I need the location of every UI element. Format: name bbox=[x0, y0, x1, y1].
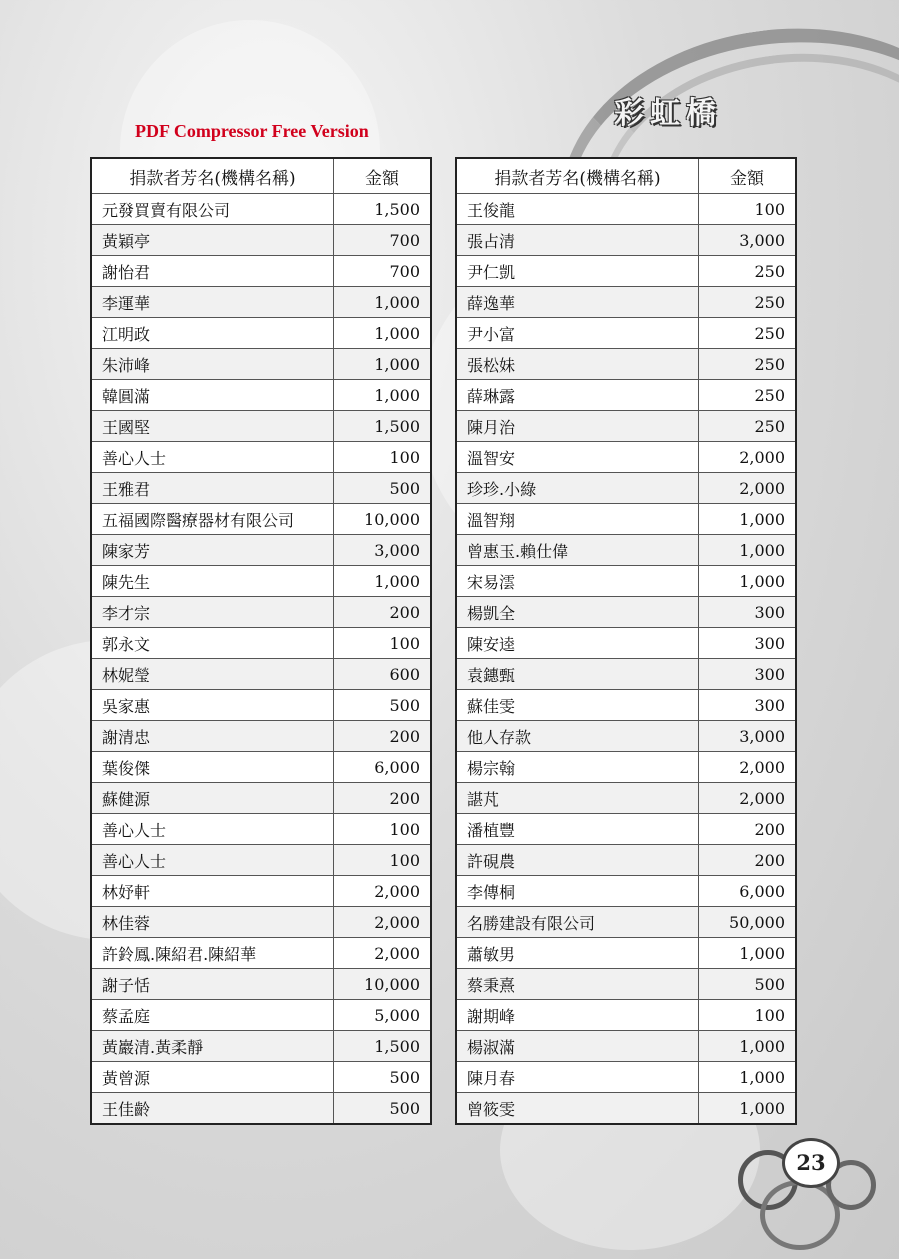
table-row bbox=[91, 690, 431, 721]
table-row bbox=[456, 318, 796, 349]
table-row bbox=[91, 876, 431, 907]
donation-amount-cell: 2,000 bbox=[334, 907, 432, 938]
donation-amount-cell: 1,000 bbox=[699, 535, 797, 566]
donor-table-left-body bbox=[91, 194, 431, 1125]
donor-table-right bbox=[455, 157, 797, 1125]
donor-name-cell: 林妤軒 bbox=[91, 876, 334, 907]
donor-name-cell: 珍珍.小綠 bbox=[456, 473, 699, 504]
donor-name-cell: 元發買賣有限公司 bbox=[91, 194, 334, 225]
table-row bbox=[456, 349, 796, 380]
donor-name-cell: 陳安逵 bbox=[456, 628, 699, 659]
donation-amount-cell: 200 bbox=[699, 845, 797, 876]
column-header-name: 捐款者芳名(機構名稱) bbox=[456, 158, 699, 194]
donor-name-cell: 五福國際醫療器材有限公司 bbox=[91, 504, 334, 535]
table-row bbox=[91, 194, 431, 225]
donation-amount-cell: 2,000 bbox=[699, 783, 797, 814]
donor-name-cell: 他人存款 bbox=[456, 721, 699, 752]
table-row bbox=[456, 783, 796, 814]
donor-name-cell: 李運華 bbox=[91, 287, 334, 318]
table-row bbox=[456, 504, 796, 535]
donation-amount-cell: 250 bbox=[699, 411, 797, 442]
donation-amount-cell: 1,500 bbox=[334, 411, 432, 442]
table-row bbox=[456, 1093, 796, 1125]
table-row bbox=[91, 1062, 431, 1093]
donation-amount-cell: 500 bbox=[699, 969, 797, 1000]
donor-name-cell: 許硯農 bbox=[456, 845, 699, 876]
donor-name-cell: 楊宗翰 bbox=[456, 752, 699, 783]
donation-amount-cell: 300 bbox=[699, 628, 797, 659]
table-row bbox=[456, 225, 796, 256]
donation-amount-cell: 2,000 bbox=[699, 473, 797, 504]
donation-amount-cell: 1,000 bbox=[699, 1093, 797, 1125]
table-row bbox=[91, 504, 431, 535]
table-row bbox=[91, 938, 431, 969]
donation-amount-cell: 200 bbox=[334, 597, 432, 628]
donation-amount-cell: 250 bbox=[699, 380, 797, 411]
column-header-name: 捐款者芳名(機構名稱) bbox=[91, 158, 334, 194]
donation-amount-cell: 1,000 bbox=[334, 380, 432, 411]
donation-amount-cell: 100 bbox=[334, 628, 432, 659]
donation-amount-cell: 1,000 bbox=[334, 566, 432, 597]
table-row bbox=[91, 783, 431, 814]
table-row bbox=[91, 287, 431, 318]
donor-name-cell: 張松妹 bbox=[456, 349, 699, 380]
donor-name-cell: 潘植豐 bbox=[456, 814, 699, 845]
donation-amount-cell: 100 bbox=[699, 1000, 797, 1031]
donor-name-cell: 葉俊傑 bbox=[91, 752, 334, 783]
donation-amount-cell: 50,000 bbox=[699, 907, 797, 938]
donation-amount-cell: 1,000 bbox=[699, 1062, 797, 1093]
donor-name-cell: 韓圓滿 bbox=[91, 380, 334, 411]
donor-name-cell: 袁鏸甄 bbox=[456, 659, 699, 690]
table-header-row bbox=[91, 158, 431, 194]
donor-name-cell: 宋易澐 bbox=[456, 566, 699, 597]
donation-amount-cell: 1,000 bbox=[699, 504, 797, 535]
donation-amount-cell: 2,000 bbox=[699, 442, 797, 473]
donor-name-cell: 陳月春 bbox=[456, 1062, 699, 1093]
table-row bbox=[456, 814, 796, 845]
donation-amount-cell: 500 bbox=[334, 1062, 432, 1093]
donation-amount-cell: 6,000 bbox=[699, 876, 797, 907]
donation-amount-cell: 700 bbox=[334, 225, 432, 256]
donation-amount-cell: 1,500 bbox=[334, 1031, 432, 1062]
donor-name-cell: 楊淑滿 bbox=[456, 1031, 699, 1062]
donor-name-cell: 謝怡君 bbox=[91, 256, 334, 287]
donor-name-cell: 尹仁凱 bbox=[456, 256, 699, 287]
donor-name-cell: 尹小富 bbox=[456, 318, 699, 349]
table-row bbox=[456, 659, 796, 690]
table-row bbox=[91, 535, 431, 566]
page-number: 23 bbox=[782, 1138, 840, 1188]
donor-name-cell: 謝期峰 bbox=[456, 1000, 699, 1031]
donor-name-cell: 吳家惠 bbox=[91, 690, 334, 721]
table-row bbox=[456, 752, 796, 783]
table-row bbox=[456, 535, 796, 566]
table-row bbox=[456, 969, 796, 1000]
donation-amount-cell: 100 bbox=[334, 442, 432, 473]
table-row bbox=[91, 1000, 431, 1031]
table-row bbox=[456, 380, 796, 411]
table-row bbox=[91, 597, 431, 628]
donation-amount-cell: 300 bbox=[699, 597, 797, 628]
donor-name-cell: 朱沛峰 bbox=[91, 349, 334, 380]
table-row bbox=[91, 907, 431, 938]
table-row bbox=[91, 349, 431, 380]
donation-amount-cell: 2,000 bbox=[334, 876, 432, 907]
table-row bbox=[456, 845, 796, 876]
table-row bbox=[456, 690, 796, 721]
donor-name-cell: 曾筱雯 bbox=[456, 1093, 699, 1125]
table-row bbox=[91, 318, 431, 349]
table-row bbox=[91, 442, 431, 473]
table-row bbox=[456, 907, 796, 938]
donation-amount-cell: 1,000 bbox=[699, 1031, 797, 1062]
donation-amount-cell: 250 bbox=[699, 287, 797, 318]
table-row bbox=[456, 287, 796, 318]
donation-amount-cell: 1,500 bbox=[334, 194, 432, 225]
donation-amount-cell: 2,000 bbox=[699, 752, 797, 783]
table-row bbox=[456, 1000, 796, 1031]
watermark-text: PDF Compressor Free Version bbox=[135, 121, 369, 141]
table-row bbox=[91, 659, 431, 690]
table-row bbox=[456, 566, 796, 597]
table-row bbox=[456, 442, 796, 473]
table-row bbox=[456, 194, 796, 225]
donor-name-cell: 林佳蓉 bbox=[91, 907, 334, 938]
table-header-row bbox=[456, 158, 796, 194]
donation-amount-cell: 10,000 bbox=[334, 504, 432, 535]
table-row bbox=[91, 752, 431, 783]
table-row bbox=[91, 411, 431, 442]
donation-amount-cell: 250 bbox=[699, 256, 797, 287]
donor-name-cell: 溫智翔 bbox=[456, 504, 699, 535]
column-header-amount: 金額 bbox=[334, 158, 432, 194]
donor-name-cell: 薛琳露 bbox=[456, 380, 699, 411]
donation-amount-cell: 250 bbox=[699, 349, 797, 380]
table-row bbox=[456, 1031, 796, 1062]
donor-name-cell: 善心人士 bbox=[91, 845, 334, 876]
donor-name-cell: 曾惠玉.賴仕偉 bbox=[456, 535, 699, 566]
table-row bbox=[456, 256, 796, 287]
page-header-title: 彩虹橋 bbox=[614, 96, 722, 131]
donor-name-cell: 郭永文 bbox=[91, 628, 334, 659]
table-row bbox=[91, 473, 431, 504]
donation-amount-cell: 200 bbox=[334, 783, 432, 814]
donor-name-cell: 許鈴鳳.陳紹君.陳紹華 bbox=[91, 938, 334, 969]
donor-name-cell: 張占清 bbox=[456, 225, 699, 256]
table-row bbox=[91, 256, 431, 287]
donation-amount-cell: 500 bbox=[334, 690, 432, 721]
donor-name-cell: 蘇健源 bbox=[91, 783, 334, 814]
donation-amount-cell: 300 bbox=[699, 690, 797, 721]
donation-amount-cell: 3,000 bbox=[699, 721, 797, 752]
donor-name-cell: 李傳桐 bbox=[456, 876, 699, 907]
donation-amount-cell: 300 bbox=[699, 659, 797, 690]
donation-amount-cell: 5,000 bbox=[334, 1000, 432, 1031]
column-header-amount: 金額 bbox=[699, 158, 797, 194]
table-row bbox=[91, 814, 431, 845]
donor-name-cell: 楊凱全 bbox=[456, 597, 699, 628]
donor-name-cell: 諶芃 bbox=[456, 783, 699, 814]
donor-name-cell: 江明政 bbox=[91, 318, 334, 349]
donor-name-cell: 蕭敏男 bbox=[456, 938, 699, 969]
donation-amount-cell: 200 bbox=[699, 814, 797, 845]
donor-name-cell: 謝清忠 bbox=[91, 721, 334, 752]
donor-name-cell: 李才宗 bbox=[91, 597, 334, 628]
table-row bbox=[456, 597, 796, 628]
donor-name-cell: 王俊龍 bbox=[456, 194, 699, 225]
donation-amount-cell: 3,000 bbox=[699, 225, 797, 256]
table-row bbox=[91, 721, 431, 752]
donor-name-cell: 黃巖清.黃柔靜 bbox=[91, 1031, 334, 1062]
donor-name-cell: 蘇佳雯 bbox=[456, 690, 699, 721]
donor-name-cell: 王國堅 bbox=[91, 411, 334, 442]
donation-amount-cell: 500 bbox=[334, 473, 432, 504]
donor-name-cell: 陳月治 bbox=[456, 411, 699, 442]
donation-amount-cell: 3,000 bbox=[334, 535, 432, 566]
table-row bbox=[91, 1031, 431, 1062]
donation-amount-cell: 250 bbox=[699, 318, 797, 349]
table-row bbox=[456, 1062, 796, 1093]
table-row bbox=[456, 628, 796, 659]
donor-name-cell: 蔡秉熹 bbox=[456, 969, 699, 1000]
donor-name-cell: 善心人士 bbox=[91, 442, 334, 473]
donation-amount-cell: 200 bbox=[334, 721, 432, 752]
donor-name-cell: 名勝建設有限公司 bbox=[456, 907, 699, 938]
table-row bbox=[91, 566, 431, 597]
table-row bbox=[91, 1093, 431, 1125]
table-row bbox=[456, 938, 796, 969]
donor-name-cell: 王佳齡 bbox=[91, 1093, 334, 1125]
table-row bbox=[91, 845, 431, 876]
donation-amount-cell: 10,000 bbox=[334, 969, 432, 1000]
donation-amount-cell: 1,000 bbox=[699, 938, 797, 969]
donor-name-cell: 黃曾源 bbox=[91, 1062, 334, 1093]
donation-amount-cell: 1,000 bbox=[334, 287, 432, 318]
donor-name-cell: 謝子恬 bbox=[91, 969, 334, 1000]
donor-name-cell: 善心人士 bbox=[91, 814, 334, 845]
donor-table-left bbox=[90, 157, 432, 1125]
donor-name-cell: 薛逸華 bbox=[456, 287, 699, 318]
table-row bbox=[91, 225, 431, 256]
donor-name-cell: 黃穎亭 bbox=[91, 225, 334, 256]
donor-name-cell: 陳先生 bbox=[91, 566, 334, 597]
donation-amount-cell: 600 bbox=[334, 659, 432, 690]
donation-amount-cell: 6,000 bbox=[334, 752, 432, 783]
donation-amount-cell: 1,000 bbox=[699, 566, 797, 597]
donor-name-cell: 溫智安 bbox=[456, 442, 699, 473]
table-row bbox=[456, 876, 796, 907]
table-row bbox=[91, 628, 431, 659]
table-row bbox=[91, 969, 431, 1000]
donation-amount-cell: 100 bbox=[334, 814, 432, 845]
donation-amount-cell: 100 bbox=[699, 194, 797, 225]
table-row bbox=[456, 411, 796, 442]
donor-table-right-body bbox=[456, 194, 796, 1125]
donation-amount-cell: 500 bbox=[334, 1093, 432, 1125]
donation-amount-cell: 2,000 bbox=[334, 938, 432, 969]
donor-name-cell: 林妮瑩 bbox=[91, 659, 334, 690]
table-row bbox=[456, 473, 796, 504]
table-row bbox=[91, 380, 431, 411]
donation-amount-cell: 100 bbox=[334, 845, 432, 876]
donor-name-cell: 蔡孟庭 bbox=[91, 1000, 334, 1031]
donor-name-cell: 王雅君 bbox=[91, 473, 334, 504]
table-row bbox=[456, 721, 796, 752]
donor-name-cell: 陳家芳 bbox=[91, 535, 334, 566]
donation-amount-cell: 1,000 bbox=[334, 318, 432, 349]
donation-amount-cell: 1,000 bbox=[334, 349, 432, 380]
donation-amount-cell: 700 bbox=[334, 256, 432, 287]
